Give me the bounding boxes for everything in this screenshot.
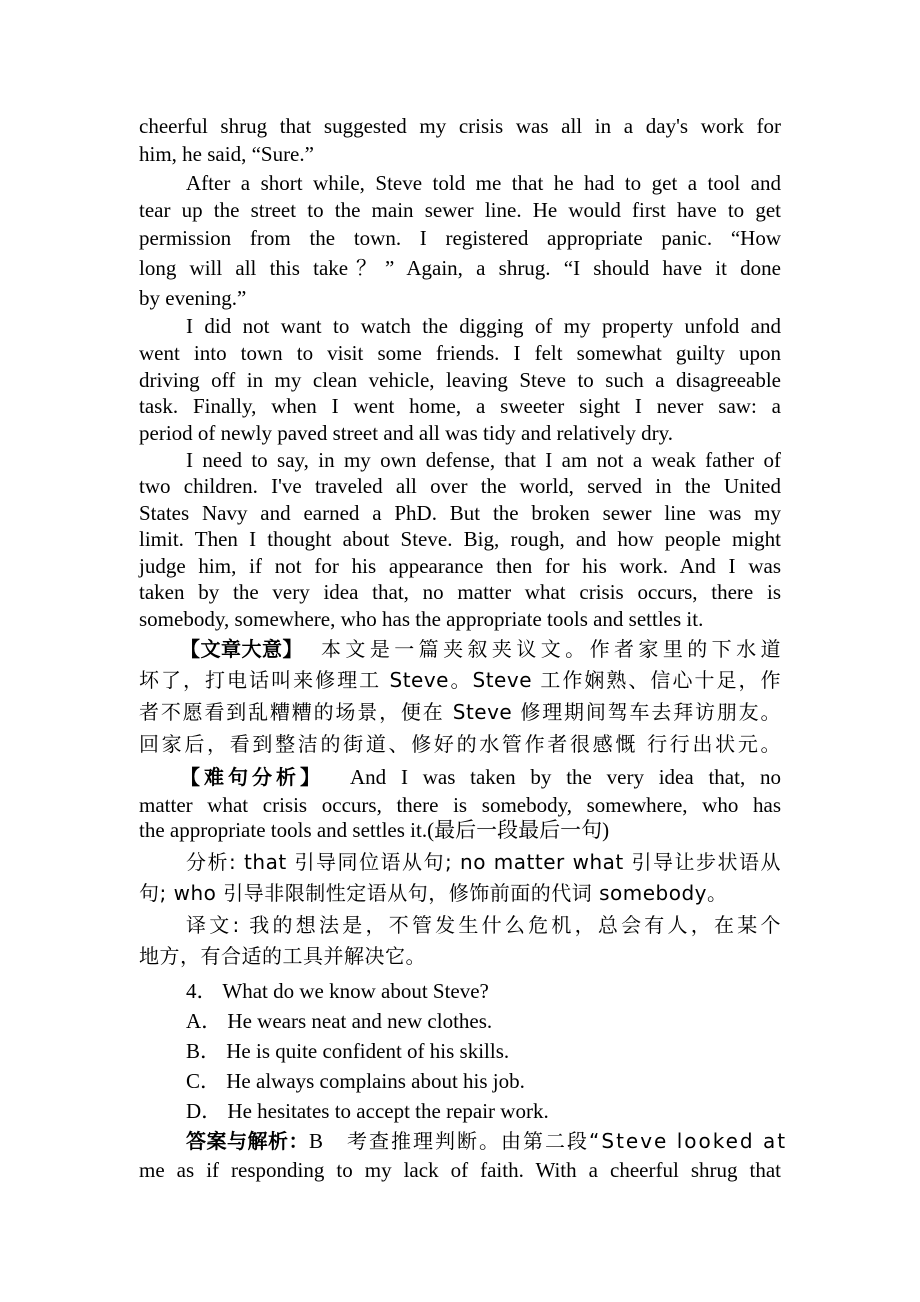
passage-line: long will all this take？” Again, a shrug. “I should have it done xyxy=(139,256,781,280)
translation-line: 译文: 我的想法是，不管发生什么危机，总会有人，在某个 xyxy=(186,913,781,937)
summary-line: 回家后，看到整洁的街道、修好的水管作者很感慨 行行出状元。 xyxy=(139,732,781,756)
passage-line: driving off in my clean vehicle, leaving Steve to such a disagreeable xyxy=(139,368,781,392)
summary-text: 本文是一篇夹叙夹议文。作者家里的下水道 xyxy=(321,637,781,661)
passage-line: task. Finally, when I went home, a sweeter sight I never saw: a xyxy=(139,394,781,418)
translation-line: 地方，有合适的工具并解决它。 xyxy=(139,944,426,968)
passage-line: After a short while, Steve told me that he had to get a tool and xyxy=(186,171,781,195)
passage-line: somebody, somewhere, who has the appropriate tools and settles it. xyxy=(139,607,704,631)
summary-heading: 【文章大意】 xyxy=(180,637,303,661)
answer-label: 答案与解析： xyxy=(186,1129,309,1153)
passage-line: I did not want to watch the digging of my property unfold and xyxy=(186,314,781,338)
summary-line: 者不愿看到乱糟糟的场景，便在 Steve 修理期间驾车去拜访朋友。 xyxy=(139,700,781,724)
summary-line xyxy=(180,636,781,662)
answer-explanation: 考查推理判断。由第二段“Steve looked at xyxy=(347,1129,788,1153)
difficult-sentence-line: matter what crisis occurs, there is somebody, somewhere, who has xyxy=(139,793,781,817)
difficult-sentence-line: the appropriate tools and settles it.(最后一段最后一句) xyxy=(139,818,610,842)
analysis-line: 分析: that 引导同位语从句; no matter what 引导让步状语从 xyxy=(186,850,781,874)
answer-explanation-line: me as if responding to my lack of faith. With a cheerful shrug that xyxy=(139,1158,781,1182)
option-c: C． He always complains about his job. xyxy=(186,1069,525,1093)
difficult-sentence-heading: 【难句分析】 xyxy=(180,765,324,789)
passage-line: cheerful shrug that suggested my crisis was all in a day's work for xyxy=(139,114,781,138)
passage-line: by evening.” xyxy=(139,286,247,310)
passage-line: period of newly paved street and all was tidy and relatively dry. xyxy=(139,421,673,445)
option-b: B． He is quite confident of his skills. xyxy=(186,1039,510,1063)
answer-choice: B xyxy=(309,1129,324,1153)
passage-line: taken by the very idea that, no matter what crisis occurs, there is xyxy=(139,580,781,604)
passage-line: judge him, if not for his appearance then for his work. And I was xyxy=(139,554,781,578)
question-stem: 4． What do we know about Steve? xyxy=(186,979,489,1003)
answer-line xyxy=(186,1128,788,1154)
analysis-line: 句; who 引导非限制性定语从句，修饰前面的代词 somebody。 xyxy=(139,881,728,905)
option-a: A． He wears neat and new clothes. xyxy=(186,1009,493,1033)
summary-line: 坏了，打电话叫来修理工 Steve。Steve 工作娴熟、信心十足，作 xyxy=(139,668,781,692)
passage-line: limit. Then I thought about Steve. Big, rough, and how people might xyxy=(139,527,781,551)
passage-line: him, he said, “Sure.” xyxy=(139,142,314,166)
passage-line: two children. I've traveled all over the world, served in the United xyxy=(139,474,781,498)
option-d: D． He hesitates to accept the repair work. xyxy=(186,1099,549,1123)
passage-line: States Navy and earned a PhD. But the broken sewer line was my xyxy=(139,501,781,525)
passage-line: tear up the street to the main sewer line. He would first have to get xyxy=(139,198,781,222)
difficult-sentence-text: And I was taken by the very idea that, no xyxy=(350,765,781,789)
passage-line: permission from the town. I registered appropriate panic. “How xyxy=(139,226,781,250)
passage-line: went into town to visit some friends. I felt somewhat guilty upon xyxy=(139,341,781,365)
difficult-sentence-line xyxy=(180,764,781,790)
passage-line: I need to say, in my own defense, that I am not a weak father of xyxy=(186,448,781,472)
